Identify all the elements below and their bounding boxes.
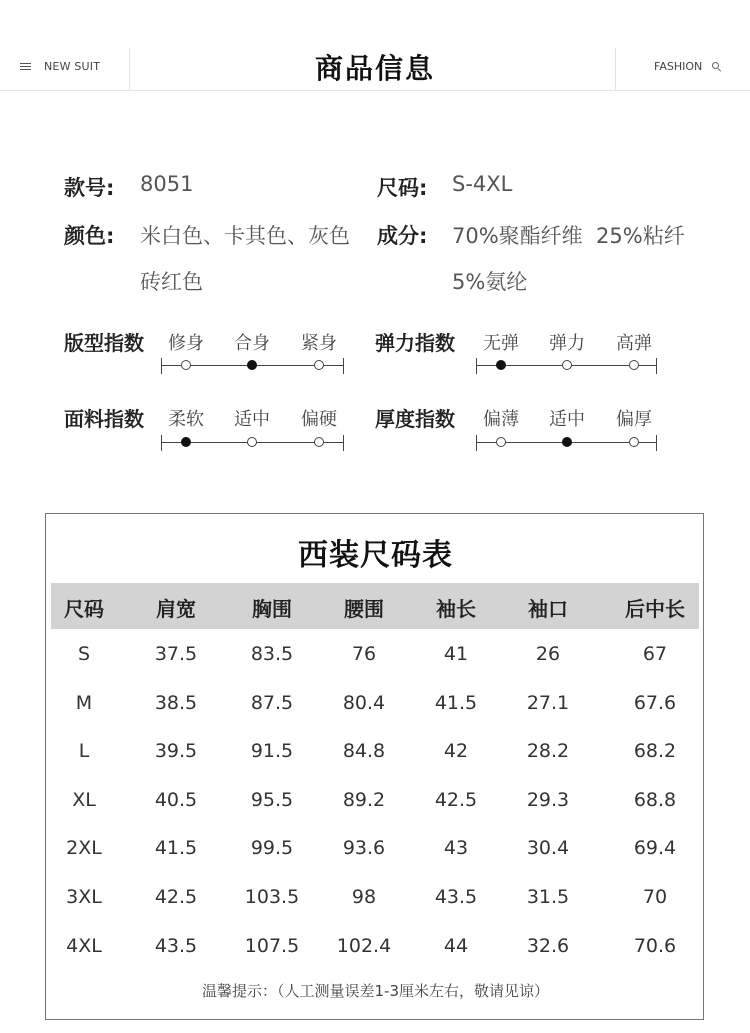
- table-cell: 69.4: [633, 837, 677, 860]
- table-header-cell: 胸围: [252, 597, 292, 621]
- index-option: 紧身: [301, 333, 337, 354]
- page-header: [0, 0, 750, 91]
- index-scale: [476, 358, 657, 374]
- table-cell: 99.5: [250, 837, 294, 860]
- index-label: 弹力指数: [375, 331, 455, 355]
- composition-value-line2: 5%氨纶: [452, 270, 528, 294]
- style-no-value: 8051: [140, 172, 194, 196]
- size-label: 尺码:: [377, 176, 428, 200]
- table-cell: 67: [642, 643, 668, 665]
- table-cell: 68.8: [633, 788, 677, 811]
- scale-dot: [496, 437, 506, 447]
- table-cell: 107.5: [244, 934, 300, 957]
- table-cell: XL: [72, 788, 96, 811]
- table-row: [51, 643, 699, 673]
- index-scale: [161, 358, 344, 374]
- style-no-label: 款号:: [64, 176, 115, 200]
- header-divider-right: [615, 48, 616, 90]
- size-table-title: 西装尺码表: [298, 538, 453, 573]
- index-option: 偏薄: [483, 409, 519, 430]
- table-cell: 102.4: [336, 934, 392, 957]
- scale-cap: [343, 435, 344, 451]
- table-row: [51, 740, 699, 770]
- index-label: 版型指数: [64, 331, 144, 355]
- table-row: [51, 935, 699, 965]
- table-cell: 41.5: [434, 691, 478, 714]
- table-cell: 89.2: [342, 788, 386, 811]
- color-label: 颜色:: [64, 224, 115, 248]
- scale-cap: [656, 435, 657, 451]
- composition-label: 成分:: [377, 224, 428, 248]
- table-cell: S: [77, 643, 91, 665]
- table-cell: 43.5: [434, 886, 478, 908]
- table-cell: 31.5: [526, 886, 570, 908]
- table-cell: 98: [351, 886, 377, 908]
- table-cell: 68.2: [633, 740, 677, 763]
- index-option: 修身: [168, 333, 204, 354]
- index-option: 适中: [234, 409, 270, 430]
- index-scale: [161, 435, 344, 451]
- table-cell: 80.4: [342, 691, 386, 714]
- table-row: [51, 789, 699, 819]
- table-cell: 44: [443, 934, 469, 957]
- size-value: S-4XL: [452, 172, 513, 196]
- table-cell: 32.6: [526, 934, 570, 957]
- scale-dot: [314, 360, 324, 370]
- index-option: 合身: [234, 333, 270, 354]
- table-row: [51, 692, 699, 722]
- scale-cap: [161, 358, 162, 374]
- table-cell: 93.6: [342, 837, 386, 860]
- table-cell: 27.1: [526, 691, 570, 714]
- table-row: [51, 886, 699, 916]
- table-cell: 83.5: [250, 643, 294, 665]
- table-cell: 2XL: [66, 837, 102, 860]
- scale-dot: [629, 360, 639, 370]
- table-cell: 39.5: [154, 740, 198, 763]
- table-cell: 41.5: [154, 837, 198, 860]
- color-value-line2: 砖红色: [140, 270, 203, 294]
- scale-dot: [247, 437, 257, 447]
- header-right-label: FASHION: [654, 60, 703, 73]
- scale-dot: [629, 437, 639, 447]
- scale-dot-selected: [247, 360, 257, 370]
- index-option: 柔软: [168, 409, 204, 430]
- index-option: 弹力: [549, 333, 585, 354]
- table-cell: 4XL: [66, 934, 102, 957]
- table-header-cell: 肩宽: [156, 597, 196, 621]
- table-cell: 30.4: [526, 837, 570, 860]
- header-right[interactable]: [654, 60, 722, 73]
- table-cell: 67.6: [633, 691, 677, 714]
- table-cell: 76: [351, 643, 377, 665]
- table-cell: 26: [535, 643, 561, 665]
- size-table-header: [51, 583, 699, 629]
- table-cell: 28.2: [526, 740, 570, 763]
- scale-dot-selected: [496, 360, 506, 370]
- table-header-cell: 腰围: [344, 597, 384, 621]
- table-cell: 84.8: [342, 740, 386, 763]
- table-cell: 42.5: [434, 788, 478, 811]
- scale-dot-selected: [181, 437, 191, 447]
- index-scale: [476, 435, 657, 451]
- table-cell: 38.5: [154, 691, 198, 714]
- table-cell: 70: [642, 886, 668, 908]
- index-label: 厚度指数: [375, 407, 455, 431]
- table-cell: M: [75, 691, 93, 714]
- scale-cap: [343, 358, 344, 374]
- index-option: 高弹: [616, 333, 652, 354]
- scale-cap: [656, 358, 657, 374]
- table-cell: 87.5: [250, 691, 294, 714]
- scale-cap: [161, 435, 162, 451]
- table-cell: 95.5: [250, 788, 294, 811]
- size-table: [45, 513, 704, 1020]
- index-option: 偏厚: [616, 409, 652, 430]
- table-cell: 3XL: [66, 886, 102, 908]
- scale-dot: [314, 437, 324, 447]
- measurement-note: 温馨提示：（人工测量误差1-3厘米左右，敬请见谅）: [201, 982, 549, 1000]
- search-icon[interactable]: [712, 62, 722, 72]
- scale-cap: [476, 358, 477, 374]
- composition-value-line1: 70%聚酯纤维 25%粘纤: [452, 224, 685, 248]
- index-label: 面料指数: [64, 407, 144, 431]
- scale-dot: [181, 360, 191, 370]
- table-cell: L: [78, 740, 90, 763]
- table-cell: 41: [443, 643, 469, 665]
- table-header-cell: 后中长: [625, 597, 685, 621]
- index-option: 偏硬: [301, 409, 337, 430]
- index-option: 适中: [549, 409, 585, 430]
- table-header-cell: 袖口: [528, 597, 568, 621]
- table-cell: 42.5: [154, 886, 198, 908]
- table-cell: 42: [443, 740, 469, 763]
- table-cell: 43.5: [154, 934, 198, 957]
- index-option: 无弹: [483, 333, 519, 354]
- page-title: 商品信息: [314, 52, 435, 85]
- table-header-cell: 尺码: [64, 597, 104, 621]
- table-cell: 29.3: [526, 788, 570, 811]
- table-cell: 37.5: [154, 643, 198, 665]
- scale-cap: [476, 435, 477, 451]
- scale-dot: [562, 360, 572, 370]
- table-cell: 43: [443, 837, 469, 860]
- table-cell: 40.5: [154, 788, 198, 811]
- table-cell: 70.6: [633, 934, 677, 957]
- header-left-label: NEW SUIT: [44, 60, 101, 73]
- table-row: [51, 837, 699, 867]
- table-header-cell: 袖长: [436, 597, 476, 621]
- table-cell: 103.5: [244, 886, 300, 908]
- scale-dot-selected: [562, 437, 572, 447]
- color-value-line1: 米白色、卡其色、灰色: [140, 224, 350, 248]
- table-cell: 91.5: [250, 740, 294, 763]
